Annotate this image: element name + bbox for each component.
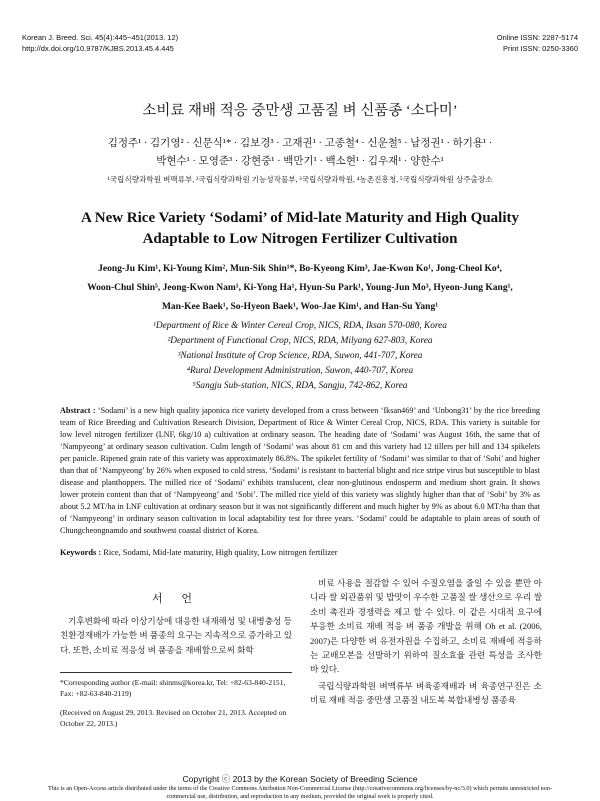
korean-authors-line-2: 박현수¹ · 모영준³ · 강현중¹ · 백만기¹ · 백소현¹ · 김우재¹ · 양한수¹ bbox=[156, 156, 444, 167]
korean-affiliations: ¹국립식량과학원 벼맥류부, ²국립식량과학원 기능성작물부, ³국립식량과학원, ⁴농촌진흥청, ⁵국립식량과학원 상주출장소 bbox=[107, 175, 493, 184]
english-authors-line-1: Jeong-Ju Kim¹, Ki-Young Kim², Mun-Sik Shin¹*, Bo-Kyeong Kim³, Jae-Kwon Ko¹, Jong-Cheol Ko⁴, bbox=[98, 264, 502, 274]
copyright: Copyright ⓒ 2013 by the Korean Society of Breeding Science bbox=[182, 774, 418, 784]
keywords bbox=[60, 548, 540, 557]
english-title-line-2: Adaptable to Low Nitrogen Fertilizer Cultivation bbox=[142, 231, 458, 247]
english-affiliation-2: ²Department of Functional Crop, NICS, RDA, Milyang 627-803, Korea bbox=[167, 336, 433, 346]
keywords-label: Keywords : bbox=[60, 548, 102, 557]
online-issn: Online ISSN: 2287-5174 bbox=[496, 33, 578, 42]
english-authors-line-3: Man-Kee Baek¹, So-Hyeon Baek¹, Woo-Jae Kim¹, and Han-Su Yang¹ bbox=[161, 302, 439, 312]
footnote bbox=[60, 672, 292, 729]
abstract bbox=[60, 405, 540, 537]
korean-authors-line-1: 김정주¹ · 김기영² · 신문식¹* · 김보경³ · 고재권¹ · 고종철⁴ · 신운철⁵ · 남정권¹ · 하기용¹ · bbox=[107, 138, 493, 149]
abstract-text: ‘Sodami’ is a new high quality japonica rice variety developed from a cross between ‘Iksan469’ and ‘Unbong31’ by the rice breeding team of Rice Breeding and Cultivation Research Division, Department of Rice & Winter Cereal Crop, NICS, RDA. This variety is suitable for low level nitrogen fertilizer (LNF, 6kg/10 a) cultivation at ordinary season. The heading date of ‘Sodami’ was August 16th, the same that of ‘Nampyeong’ at ordinary season cultivation. Culm length of ‘Sodami’ was about 81 cm and this variety had 12 tillers per hill and 134 spikelets per panicle. Ripened grain rate of this variety was approximately 86.8%. The spikelet fertility of ‘Sodami’ was similar to that of ‘Sobi’ and higher than that of ‘Nampyeong’ by 26% when exposed to cold stress. ‘Sodami’ is resistant to bacterial blight and rice stripe virus but susceptible to blast disease and planthoppers. The milled rice of ‘Sodami’ exhibits translucent, clear non-glutinous endosperm and medium short grain. It shows lower protein content than that of ‘Nampyeong’ and ‘Sobi’. The milled rice yield of this variety was slightly higher than that of ‘Sobi’ by 3% as about 5.2 MT/ha in LNF cultivation at ordinary season but it was not significantly different and much higher by 9% as about 6.0 MT/ha than that of ‘Nampyeong’ in ordinary season cultivation in local adaptability test for three years. ‘Sodami’ could be adaptable to plain areas of south of Chungcheongnamdo and southwest coastal district of Korea. bbox=[60, 406, 541, 535]
english-title-line-1: A New Rice Variety ‘Sodami’ of Mid-late Maturity and High Quality bbox=[80, 210, 520, 226]
print-issn: Print ISSN: 0250-3360 bbox=[502, 44, 578, 53]
intro-text-left: 기후변화에 따라 이상기상에 대응한 내재해성 및 내병충성 등 친환경재배가 가능한 벼 품종의 요구는 지속적으로 증가하고 있다. 또한, 소비료 적응성 벼 품종을 재배함으로써 화학 bbox=[60, 616, 292, 655]
korean-title: 소비료 재배 적응 중만생 고품질 벼 신품종 ‘소다미’ bbox=[142, 103, 458, 119]
english-authors-line-2: Woon-Chul Shin⁵, Jeong-Kwon Nam¹, Ki-Yong Ha¹, Hyun-Su Park¹, Young-Jun Mo³, Hyeon-Jung Kang¹, bbox=[87, 283, 513, 293]
english-title bbox=[0, 208, 600, 250]
journal-header bbox=[22, 32, 178, 54]
received-dates: (Received on August 29, 2013. Revised on October 21, 2013. Accepted on October 22, 2013.) bbox=[60, 708, 287, 728]
doi-link[interactable]: http://dx.doi.org/10.9787/KJBS.2013.45.4.445 bbox=[22, 44, 174, 53]
english-affiliation-4: ⁴Rural Development Administration, Suwon, 440-707, Korea bbox=[186, 366, 414, 376]
intro-paragraph-1: 비료 사용을 절감할 수 있어 수질오염을 줄일 수 있을 뿐만 아니라 쌀 외관품위 및 밥맛이 우수한 고품질 쌀 생산으로 우리 쌀 소비 촉진과 경쟁력을 제고 할 수 있다. 이 같은 시대적 요구에 부응한 소비료 재배 적응 벼 품종 개발을 위해 Oh et al. (2006, 2007)은 다양한 벼 유전자원을 수집하고, 소비료 재배에 적응하는 교배모본을 선발하기 위하여 질소효율 관련 특성을 조사한 바 있다. bbox=[310, 578, 542, 675]
left-column bbox=[60, 590, 292, 657]
section-heading: 서 언 bbox=[151, 593, 200, 605]
corresponding-author: *Corresponding author (E-mail: shinms@korea.kr, Tel: +82-63-840-2151, Fax: +82-63-840-2119) bbox=[60, 678, 286, 698]
journal-citation: Korean J. Breed. Sci. 45(4):445~451(2013. 12) bbox=[22, 33, 179, 42]
license-text: This is an Open-Access article distributed under the terms of the Creative Commons Attribution Non-Commercial License (http://creativecommons.org/licenses/by-nc/3.0) which permits unrestricted non-commercial use, distribution, and reproduction in any medium, provided the original work is properly cited. bbox=[47, 785, 553, 800]
right-column bbox=[310, 576, 542, 708]
english-affiliation-1: ¹Department of Rice & Winter Cereal Crop, NICS, RDA, Iksan 570-080, Korea bbox=[153, 321, 447, 331]
abstract-label: Abstract : bbox=[60, 406, 96, 415]
english-affiliation-5: ⁵Sangju Sub-station, NICS, RDA, Sangju, 742-862, Korea bbox=[192, 381, 408, 391]
intro-paragraph-2: 국립식량과학원 벼맥류부 벼육종재배과 벼 육종연구진은 소비료 재배 적응 중만생 고품질 내도복 복합내병성 품종육 bbox=[310, 680, 542, 706]
issn-header bbox=[497, 32, 578, 54]
keywords-text: Rice, Sodami, Mid-late maturity, High quality, Low nitrogen fertilizer bbox=[103, 548, 338, 557]
english-affiliation-3: ³National Institute of Crop Science, RDA, Suwon, 441-707, Korea bbox=[177, 351, 423, 361]
